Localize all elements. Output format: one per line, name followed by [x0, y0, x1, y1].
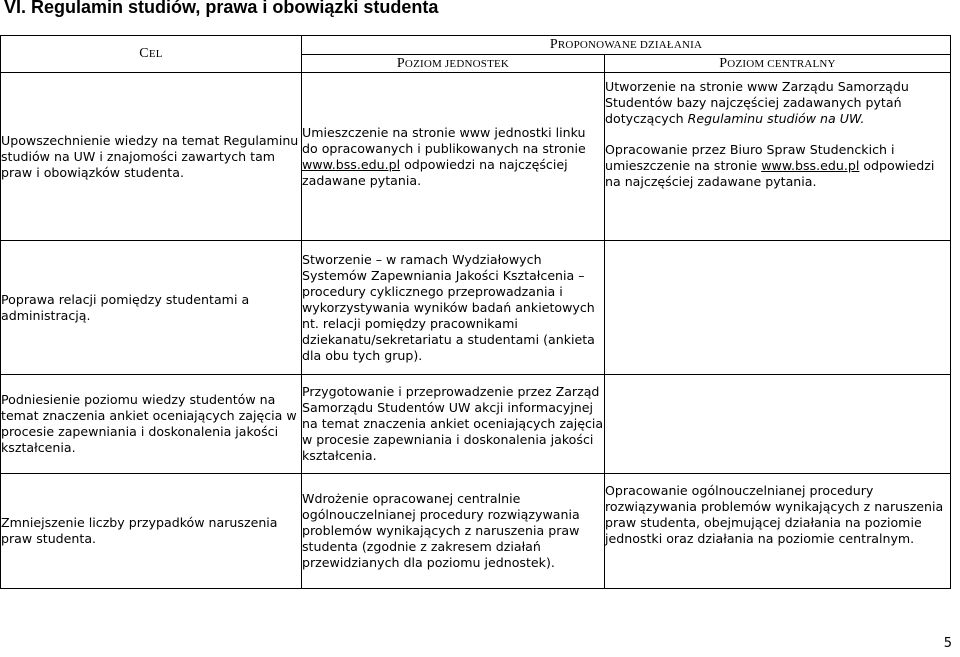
central-action-cell: Opracowanie ogólnouczelnianej procedury rozwiązywania problemów wynikających z naruszenia praw studenta, obejmującej działania na poziomie jednostki oraz działania na poziomie centralnym.	[605, 474, 951, 589]
goal-cell: Upowszechnienie wiedzy na temat Regulaminu studiów na UW i znajomości zawartych tam praw i obowiązków studenta.	[1, 73, 302, 241]
unit-action-cell: Przygotowanie i przeprowadzenie przez Zarząd Samorządu Studentów UW akcji informacyjnej na temat znaczenia ankiet oceniających zajęcia w procesie zapewniania i doskonalenia jakości kształcenia.	[302, 375, 605, 474]
unit-action-cell: Wdrożenie opracowanej centralnie ogólnouczelnianej procedury rozwiązywania problemów wynikających z naruszenia praw studenta (zgodnie z zakresem działań przewidzianych dla poziomu jednostek).	[302, 474, 605, 589]
central-action-cell	[605, 241, 951, 375]
goal-cell: Poprawa relacji pomiędzy studentami a administracją.	[1, 241, 302, 375]
goal-cell: Podniesienie poziomu wiedzy studentów na temat znaczenia ankiet oceniających zajęcia w procesie zapewniania i doskonalenia jakości kształcenia.	[1, 375, 302, 474]
header-central-level: POZIOM CENTRALNY	[605, 55, 951, 73]
unit-action-cell: Umieszczenie na stronie www jednostki linku do opracowanych i publikowanych na stronie www.bss.edu.pl odpowiedzi na najczęściej zadawane pytania.	[302, 73, 605, 241]
table-row	[1, 474, 951, 589]
header-unit-level: POZIOM JEDNOSTEK	[302, 55, 605, 73]
section-heading: VI. Regulamin studiów, prawa i obowiązki studenta	[4, 0, 439, 17]
header-proposed-actions: PROPONOWANE DZIAŁANIA	[302, 36, 951, 55]
table-row	[1, 73, 951, 241]
page-number: 5	[943, 636, 952, 651]
table-row	[1, 375, 951, 474]
central-action-cell: Utworzenie na stronie www Zarządu Samorządu Studentów bazy najczęściej zadawanych pytań dotyczących Regulaminu studiów na UW. Opracowanie przez Biuro Spraw Studenckich i umieszczenie na stronie www.bss.edu.pl odpowiedzi na najczęściej zadawane pytania.	[605, 73, 951, 241]
unit-action-cell: Stworzenie – w ramach Wydziałowych Systemów Zapewniania Jakości Kształcenia – procedury cyklicznego przeprowadzania i wykorzystywania wyników badań ankietowych nt. relacji pomiędzy pracownikami dziekanatu/sekretariatu a studentami (ankieta dla obu tych grup).	[302, 241, 605, 375]
bss-link[interactable]: www.bss.edu.pl	[761, 158, 860, 173]
bss-link[interactable]: www.bss.edu.pl	[302, 156, 401, 172]
central-action-cell	[605, 375, 951, 474]
table-row	[1, 241, 951, 375]
header-goal: CEL	[1, 36, 302, 73]
actions-table	[0, 35, 951, 589]
goal-cell: Zmniejszenie liczby przypadków naruszenia praw studenta.	[1, 474, 302, 589]
